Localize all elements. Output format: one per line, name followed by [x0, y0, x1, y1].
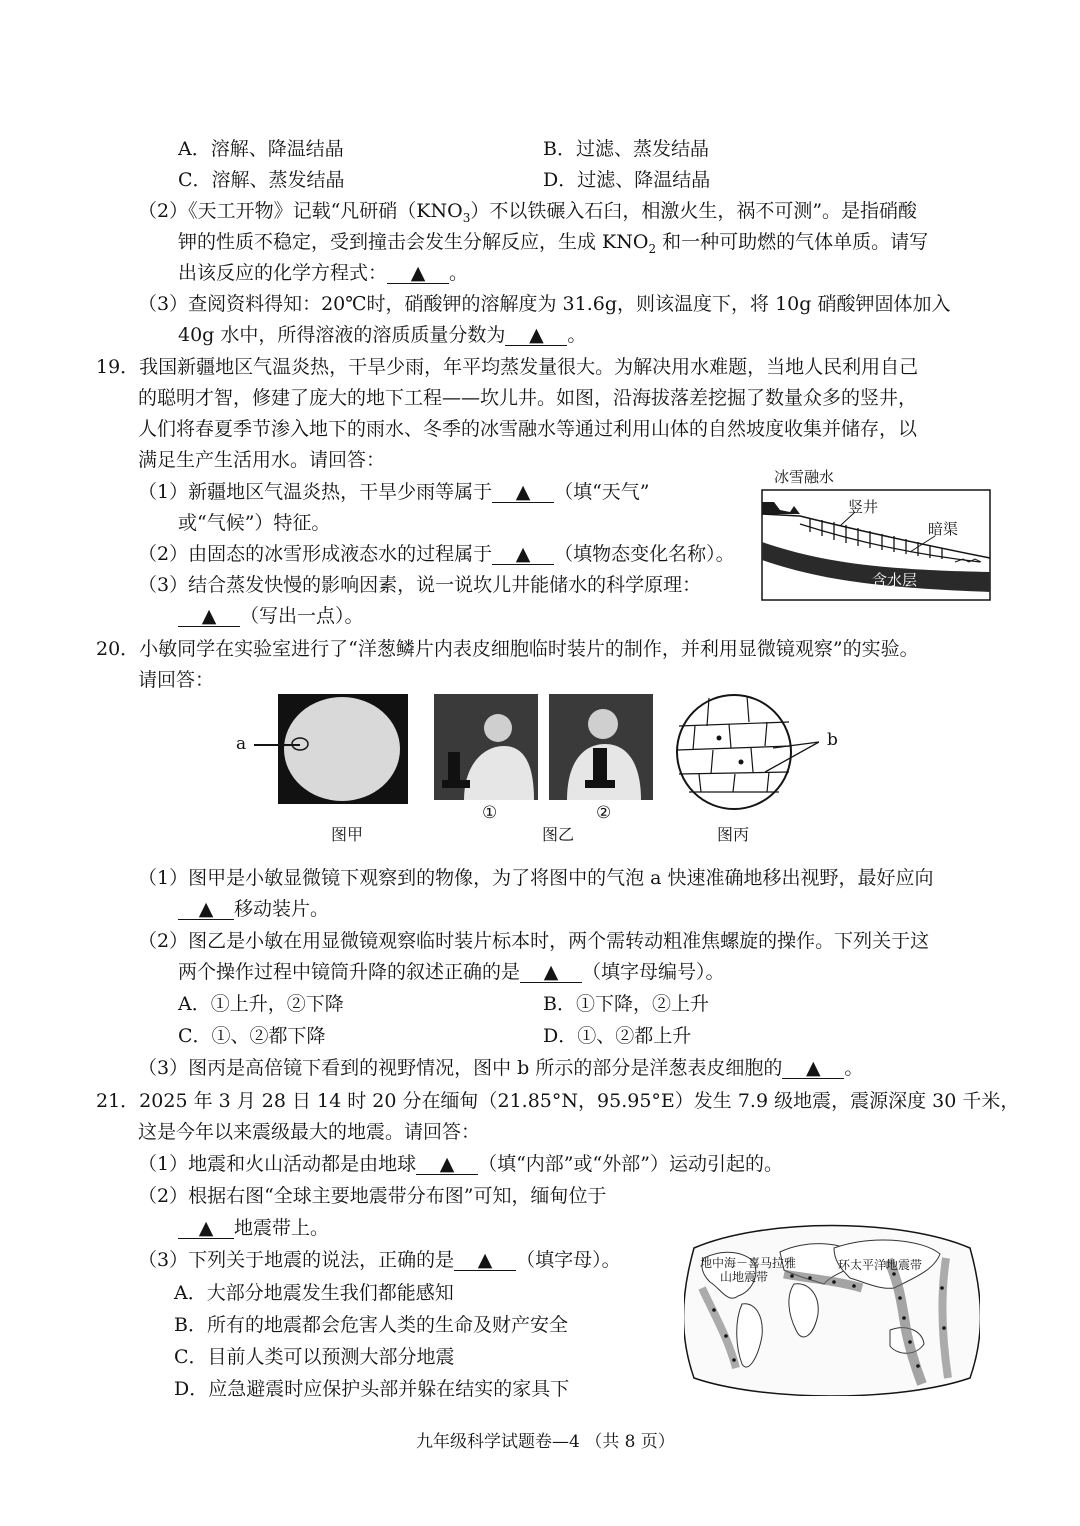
q18-option-d: D．过滤、降温结晶: [543, 169, 711, 191]
q19-part1-line1: （1）新疆地区气温炎热，干旱少雨等属于 ▲ （填“天气”: [138, 481, 650, 503]
photo-operation-2: [549, 694, 653, 800]
answer-blank[interactable]: ▲: [505, 325, 567, 346]
answer-blank[interactable]: ▲: [416, 1154, 478, 1175]
answer-blank[interactable]: ▲: [178, 1218, 234, 1239]
q20-intro-line1: 20．小敏同学在实验室进行了“洋葱鳞片内表皮细胞临时装片的制作，并利用显微镜观察”的实验。: [96, 638, 919, 660]
mark-2: ②: [596, 803, 612, 823]
earthquake-belt-map: [684, 1218, 980, 1396]
q21-intro-line2: 这是今年以来震级最大的地震。请回答：: [138, 1121, 481, 1143]
caption-yi: 图乙: [542, 825, 575, 844]
q20-option-a: A．①上升，②下降: [178, 993, 344, 1015]
student-microscope-2: [549, 694, 653, 800]
q18-option-a: A．溶解、降温结晶: [178, 138, 344, 160]
label-a: a: [236, 734, 247, 754]
label-aquifer: 含水层: [872, 571, 918, 589]
kanerjing-figure: [760, 462, 992, 602]
q20-option-b: B．①下降，②上升: [543, 993, 709, 1015]
q21-option-c: C．目前人类可以预测大部分地震: [174, 1346, 455, 1368]
q20-part1-line1: （1）图甲是小敏显微镜下观察到的物像，为了将图中的气泡 a 快速准确地移出视野，最好应向: [138, 867, 934, 889]
label-mediterranean-himalaya-belt: 地中海－喜马拉雅: [700, 1256, 797, 1270]
answer-blank[interactable]: ▲: [782, 1058, 844, 1079]
caption-jia: 图甲: [331, 825, 364, 844]
q20-option-c: C．①、②都下降: [178, 1025, 326, 1047]
q21-option-d: D．应急避震时应保护头部并躲在结实的家具下: [174, 1378, 570, 1400]
q21-part1: （1）地震和火山活动都是由地球 ▲ （填“内部”或“外部”）运动引起的。: [138, 1153, 783, 1175]
answer-blank[interactable]: ▲: [492, 544, 554, 565]
label-circum-pacific-belt: 环太平洋地震带: [838, 1258, 923, 1272]
answer-blank[interactable]: ▲: [178, 606, 240, 627]
label-b: b: [827, 730, 838, 750]
q18-part2-line2: 钾的性质不稳定，受到撞击会发生分解反应，生成 $KNO_2$ 和一种可助燃的气体单质。请写: [178, 231, 929, 256]
q21-option-a: A．大部分地震发生我们都能感知: [174, 1282, 454, 1304]
answer-blank[interactable]: ▲: [520, 962, 582, 983]
answer-blank[interactable]: ▲: [387, 263, 449, 284]
q20-part3: （3）图丙是高倍镜下看到的视野情况，图中 b 所示的部分是洋葱表皮细胞的 ▲ 。: [138, 1057, 864, 1079]
answer-blank[interactable]: ▲: [178, 899, 234, 920]
q21-option-b: B．所有的地震都会危害人类的生命及财产安全: [174, 1314, 568, 1336]
q19-intro-line2: 的聪明才智，修建了庞大的地下工程——坎儿井。如图，沿海拔落差挖掘了数量众多的竖井，: [138, 387, 918, 409]
q21-part3: （3）下列关于地震的说法，正确的是 ▲ （填字母）。: [138, 1249, 621, 1271]
photo-operation-1: [434, 694, 538, 800]
answer-blank[interactable]: ▲: [454, 1250, 516, 1271]
q20-part2-line1: （2）图乙是小敏在用显微镜观察临时装片标本时，两个需转动粗准焦螺旋的操作。下列关于这: [138, 930, 930, 952]
q20-part1-line2: ▲ 移动装片。: [178, 897, 329, 921]
q19-part2: （2）由固态的冰雪形成液态水的过程属于 ▲ （填物态变化名称）。: [138, 543, 735, 565]
q20-part2-line2: 两个操作过程中镜筒升降的叙述正确的是 ▲ （填字母编号）。: [178, 961, 725, 983]
pointer-b: [765, 738, 819, 778]
q19-part1-line2: 或“气候”）特征。: [178, 512, 331, 534]
student-microscope-1: [434, 694, 538, 800]
q18-part2-line1: （2）《天工开物》记载“凡研硝$(KNO_3)$不以铁碾入石臼，相激火生，祸不可测”。是指硝酸: [138, 200, 918, 225]
q18-part3-line2: 40g 水中，所得溶液的溶质质量分数为 ▲ 。: [178, 324, 587, 346]
q18-option-b: B．过滤、蒸发结晶: [543, 138, 709, 160]
label-channel: 暗渠: [928, 520, 959, 538]
pointer-a: [254, 744, 300, 746]
label-mediterranean-himalaya-belt-2: 山地震带: [720, 1270, 769, 1284]
answer-blank[interactable]: ▲: [492, 482, 554, 503]
q19-intro-line1: 19．我国新疆地区气温炎热，干旱少雨，年平均蒸发量很大。为解决用水难题，当地人民利用自己: [96, 356, 919, 378]
q20-option-d: D．①、②都上升: [543, 1025, 692, 1047]
page-footer: 九年级科学试题卷—4 （共 8 页）: [416, 1432, 675, 1452]
q18-option-c: C．溶解、蒸发结晶: [178, 169, 345, 191]
world-map: [684, 1218, 980, 1396]
q21-intro-line1: 21．2025 年 3 月 28 日 14 时 20 分在缅甸（21.85°N，95.95°E）发生 7.9 级地震，震源深度 30 千米，: [96, 1090, 1020, 1112]
q19-intro-line4: 满足生产生活用水。请回答：: [138, 449, 386, 471]
q19-intro-line3: 人们将春夏季节渗入地下的雨水、冬季的冰雪融水等通过利用山体的自然坡度收集并储存，以: [138, 418, 918, 440]
mark-1: ①: [482, 803, 498, 823]
q18-part3-line1: （3）查阅资料得知：20℃时，硝酸钾的溶解度为 31.6g，则该温度下，将 10g 硝酸钾固体加入: [138, 293, 951, 315]
q19-part3-line2: ▲ （写出一点）。: [178, 604, 364, 628]
figure-jia-microscope-view: [278, 694, 408, 804]
q19-part3-line1: （3）结合蒸发快慢的影响因素，说一说坎儿井能储水的科学原理：: [138, 574, 702, 596]
pointer-b-lines: [765, 738, 819, 778]
field-of-view-jia: [278, 694, 408, 804]
q21-part2-line1: （2）根据右图“全球主要地震带分布图”可知，缅甸位于: [138, 1185, 607, 1207]
q18-part2-line3: 出该反应的化学方程式： ▲ 。: [178, 262, 469, 284]
q20-intro-line2: 请回答：: [138, 669, 215, 691]
q21-part2-line2: ▲ 地震带上。: [178, 1216, 329, 1240]
label-snow-melt: 冰雪融水: [774, 468, 835, 486]
label-shaft: 竖井: [848, 498, 879, 516]
caption-bing: 图丙: [717, 825, 750, 844]
